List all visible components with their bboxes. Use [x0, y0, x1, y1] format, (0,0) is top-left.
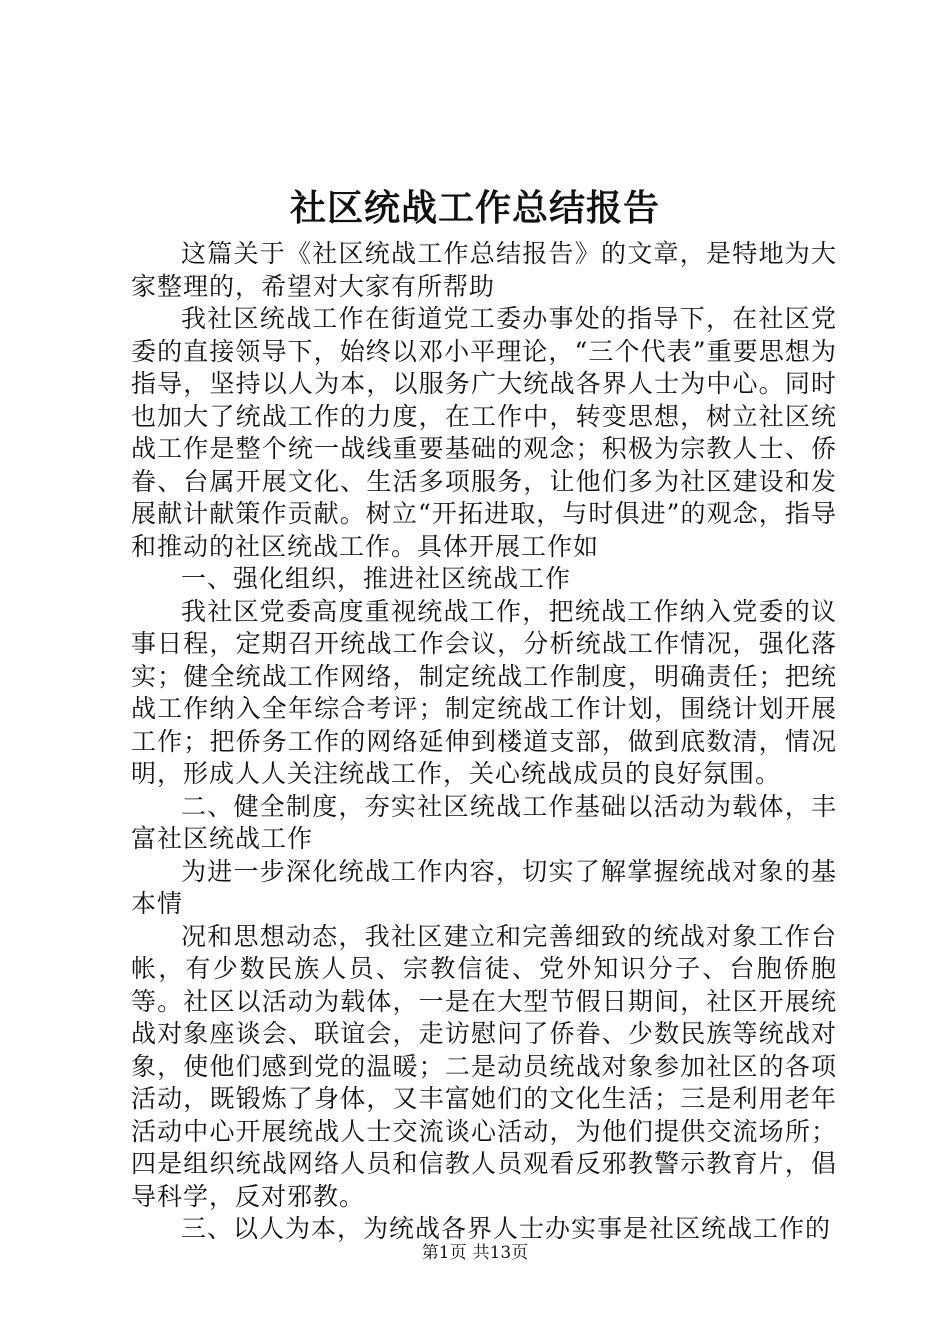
section-heading: 二、健全制度，夯实社区统战工作基础以活动为载体，丰富社区统战工作 [131, 791, 837, 853]
page-number: 第1页 [421, 1243, 467, 1263]
body-paragraph: 我社区统战工作在街道党工委办事处的指导下，在社区党委的直接领导下，始终以邓小平理论，“三个代表”重要思想为指导，坚持以人为本，以服务广大统战各界人士为中心。同时也加大了统战工作的力度，在工作中，转变思想，树立社区统战工作是整个统一战线重要基础的观念；积极为宗教人士、侨眷、台属开展文化、生活多项服务，让他们多为社区建设和发展献计献策作贡献。树立“开拓进取，与时俱进”的观念，指导和推动的社区统战工作。具体开展工作如 [131, 304, 837, 561]
body-paragraph: 为进一步深化统战工作内容，切实了解掌握统战对象的基本情 [131, 856, 837, 918]
intro-paragraph: 这篇关于《社区统战工作总结报告》的文章，是特地为大家整理的，希望对大家有所帮助 [131, 239, 837, 301]
document-body [131, 238, 837, 1246]
section-heading: 一、强化组织，推进社区统战工作 [181, 564, 572, 593]
body-paragraph: 况和思想动态，我社区建立和完善细致的统战对象工作台帐，有少数民族人员、宗教信徒、党外知识分子、台胞侨胞等。社区以活动为载体，一是在大型节假日期间，社区开展统战对象座谈会、联谊会，走访慰问了侨眷、少数民族等统战对象，使他们感到党的温暖；二是动员统战对象参加社区的各项活动，既锻炼了身体，又丰富她们的文化生活；三是利用老年活动中心开展统战人士交流谈心活动，为他们提供交流场所；四是组织统战网络人员和信教人员观看反邪教警示教育片，倡导科学，反对邪教。 [131, 921, 837, 1211]
section-heading: 三、以人为本，为统战各界人士办实事是社区统战工作的 [181, 1214, 832, 1243]
page-total: 共13页 [472, 1243, 529, 1263]
document-title: 社区统战工作总结报告 [289, 187, 660, 229]
body-paragraph: 我社区党委高度重视统战工作，把统战工作纳入党委的议事日程，定期召开统战工作会议，分析统战工作情况，强化落实；健全统战工作网络，制定统战工作制度，明确责任；把统战工作纳入全年综合考评；制定统战工作计划，围绕计划开展工作；把侨务工作的网络延伸到楼道支部，做到底数清，情况明，形成人人关注统战工作，关心统战成员的良好氛围。 [131, 596, 837, 788]
page-footer [0, 1241, 950, 1265]
